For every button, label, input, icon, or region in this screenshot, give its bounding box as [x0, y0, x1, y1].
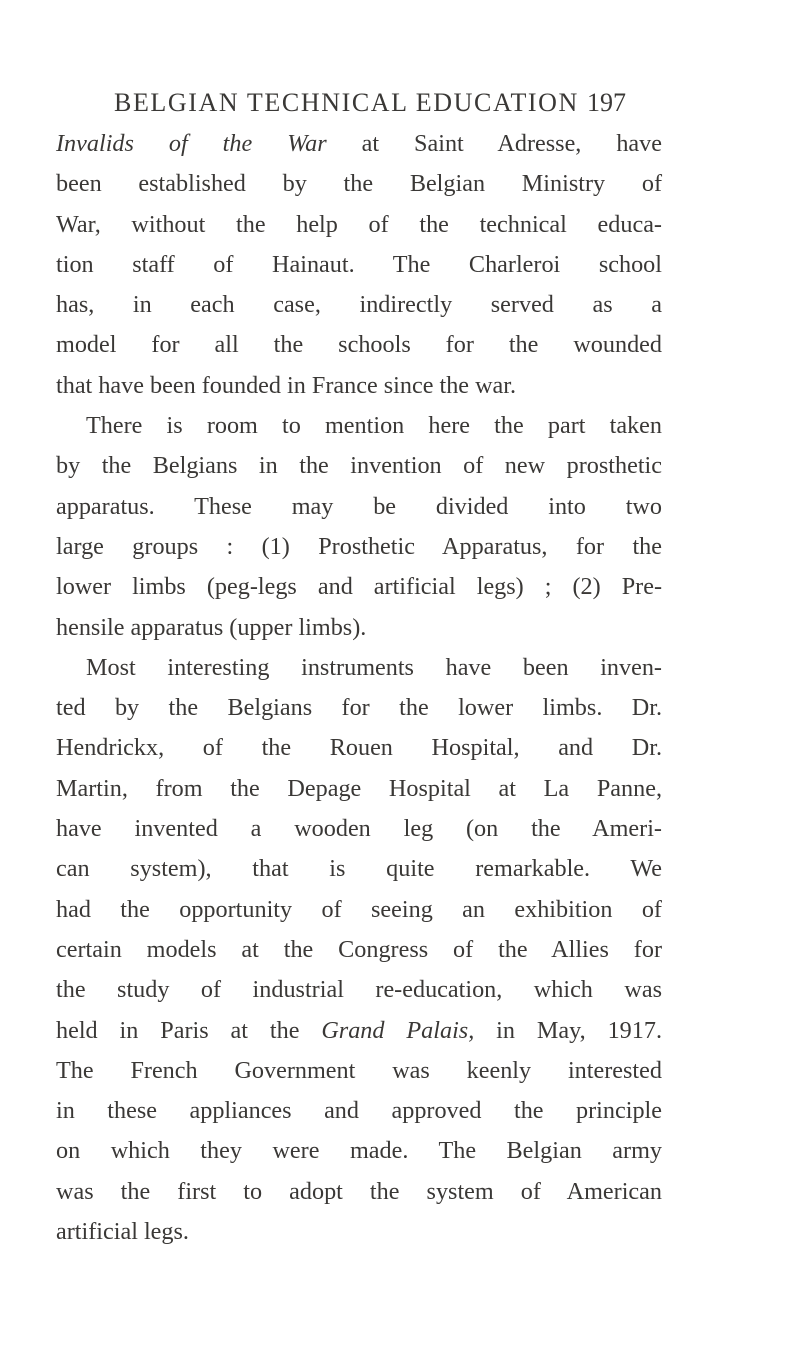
text-line: Martin, from the Depage Hospital at La Panne,: [56, 774, 662, 802]
text-line: been established by the Belgian Ministry of: [56, 170, 662, 198]
page-number: 197: [586, 88, 626, 117]
text-line: held in Paris at the Grand Palais, in May, 1917.: [56, 1016, 662, 1044]
text-line: had the opportunity of seeing an exhibition of: [56, 895, 662, 923]
text-line: on which they were made. The Belgian army: [56, 1137, 662, 1165]
text-line: that have been founded in France since the war.: [56, 371, 517, 399]
text-line: can system), that is quite remarkable. We: [56, 855, 662, 883]
body-text: [56, 124, 662, 1252]
text-line: lower limbs (peg-legs and artificial legs) ; (2) Pre-: [56, 573, 662, 601]
text-line: Invalids of the War at Saint Adresse, have: [56, 130, 662, 157]
text-line: was the first to adopt the system of American: [56, 1177, 662, 1205]
text-line: has, in each case, indirectly served as a: [56, 291, 662, 319]
text-line: tion staff of Hainaut. The Charleroi school: [56, 250, 662, 278]
running-header-title: BELGIAN TECHNICAL EDUCATION: [114, 88, 579, 117]
text-line: large groups : (1) Prosthetic Apparatus, for the: [56, 532, 662, 560]
text-line: have invented a wooden leg (on the Ameri-: [56, 815, 662, 843]
text-line: by the Belgians in the invention of new prosthetic: [56, 452, 662, 480]
paragraph-start-line: Most interesting instruments have been inven-: [86, 653, 662, 681]
text-line: the study of industrial re-education, which was: [56, 976, 662, 1004]
running-header: [114, 86, 706, 120]
text-line: War, without the help of the technical educa-: [56, 210, 662, 238]
paragraph-start-line: There is room to mention here the part taken: [86, 412, 662, 440]
text-line: certain models at the Congress of the Allies for: [56, 935, 662, 963]
text-line: apparatus. These may be divided into two: [56, 492, 662, 520]
text-line: hensile apparatus (upper limbs).: [56, 613, 367, 641]
text-line: artificial legs.: [56, 1218, 189, 1246]
text-line: Hendrickx, of the Rouen Hospital, and Dr.: [56, 734, 662, 762]
text-line: The French Government was keenly interested: [56, 1056, 662, 1084]
text-line: in these appliances and approved the principle: [56, 1097, 662, 1125]
text-line: model for all the schools for the wounded: [56, 331, 662, 359]
text-line: ted by the Belgians for the lower limbs. Dr.: [56, 694, 662, 722]
